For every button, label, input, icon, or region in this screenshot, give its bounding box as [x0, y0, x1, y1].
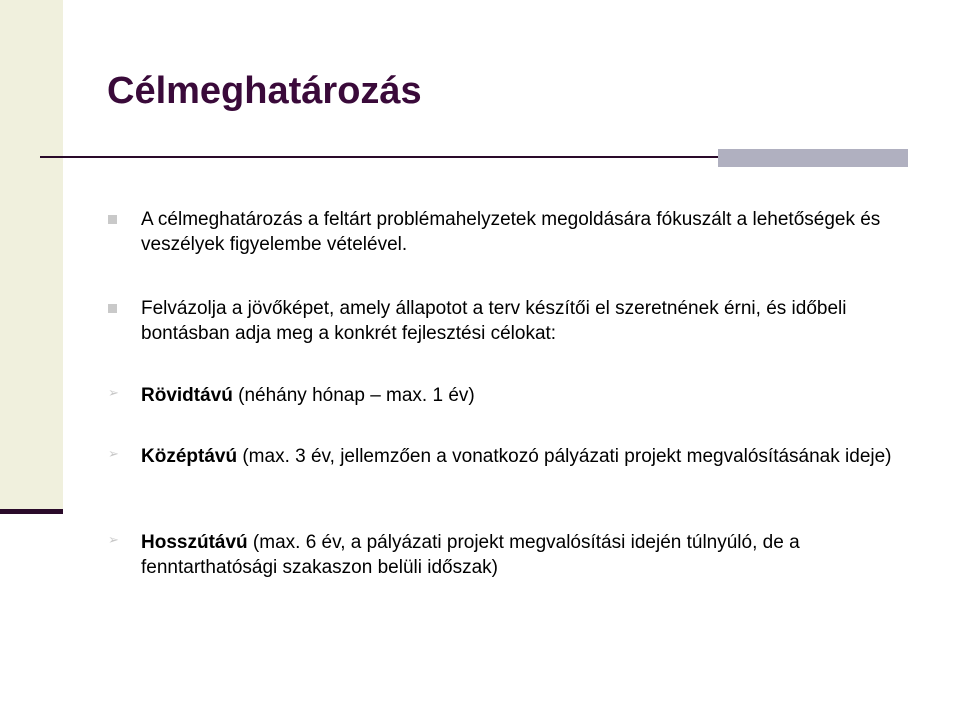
term-label: Középtávú: [141, 446, 238, 467]
title-divider-accent: [718, 149, 908, 167]
bullet-text: [141, 383, 901, 408]
arrowhead-bullet-icon: ➢: [108, 446, 119, 461]
square-bullet-icon: [108, 304, 117, 313]
term-label: Rövidtávú: [141, 385, 233, 406]
term-description: (max. 6 év, a pályázati projekt megvalósítási idején túlnyúló, de a fenntarthatósági szakaszon belüli időszak): [141, 532, 800, 578]
square-bullet-icon: [108, 215, 117, 224]
bullet-text: [141, 530, 901, 580]
term-description: (max. 3 év, jellemzően a vonatkozó pályázati projekt megvalósításának ideje): [237, 446, 892, 467]
arrowhead-bullet-icon: ➢: [108, 532, 119, 547]
side-decor-band: [0, 0, 63, 512]
bullet-text: Felvázolja a jövőképet, amely állapotot a terv készítői el szeretnének érni, és időbeli bontásban adja meg a konkrét fejlesztési célokat:: [141, 298, 847, 344]
page-title: Célmeghatározás: [107, 70, 422, 112]
term-label: Hosszútávú: [141, 532, 248, 553]
bullet-text: [141, 444, 901, 469]
bullet-text: A célmeghatározás a feltárt problémahelyzetek megoldására fókuszált a lehetőségek és veszélyek figyelembe vételével.: [141, 209, 881, 255]
side-decor-band-edge: [0, 509, 63, 514]
term-description: (néhány hónap – max. 1 év): [232, 385, 475, 406]
arrowhead-bullet-icon: ➢: [108, 385, 119, 400]
